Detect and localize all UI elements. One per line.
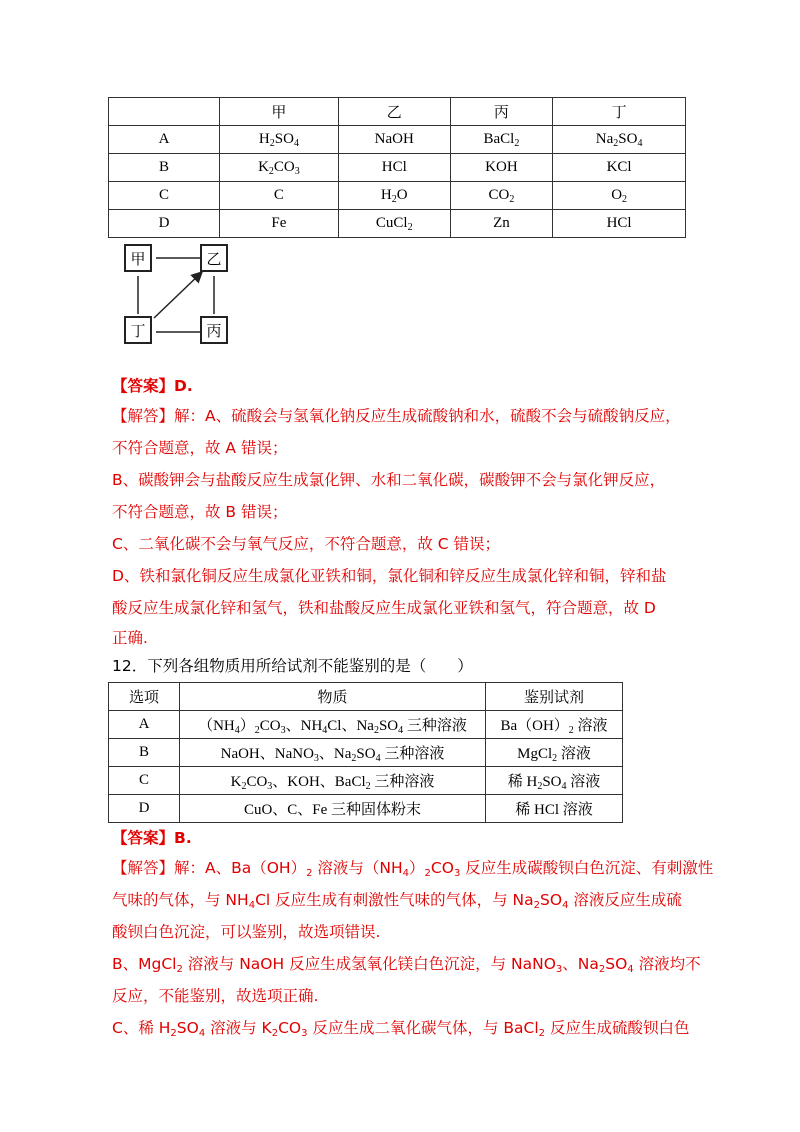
header-cell: 物质	[180, 683, 486, 711]
table-cell: $K_2CO_3$	[220, 154, 339, 182]
table-cell: NaOH、NaNO$_3$、$Na_2SO_4$ 三种溶液	[180, 739, 486, 767]
analysis-2-line: 气味的气体，与 $NH_4Cl$ 反应生成有刺激性气味的气体，与 $Na_2SO_4$ 溶液反应生成硫	[112, 891, 682, 911]
box-jia: 甲	[124, 244, 152, 272]
table-cell: Zn	[450, 210, 553, 238]
table-row	[109, 182, 686, 210]
analysis-2-line: C、稀 $H_2SO_4$ 溶液与 $K_2CO_3$ 反应生成二氧化碳气体，与 BaCl$_2$ 反应生成硫酸钡白色	[112, 1019, 690, 1039]
table-cell: A	[109, 711, 180, 739]
table-row	[109, 126, 686, 154]
table-cell: Fe	[220, 210, 339, 238]
table-header-row	[109, 98, 686, 126]
analysis-2-line: 反应，不能鉴别，故选项正确.	[112, 987, 319, 1005]
table-cell: $O_2$	[553, 182, 686, 210]
table-cell: CuO、C、Fe 三种固体粉末	[180, 795, 486, 823]
table-cell: NaOH	[338, 126, 450, 154]
arrow-ding-yi	[154, 272, 202, 318]
table-cell: $H_2O$	[338, 182, 450, 210]
header-cell: 乙	[338, 98, 450, 126]
table-cell: D	[109, 210, 220, 238]
analysis-1-line: 不符合题意，故 B 错误；	[112, 503, 288, 521]
header-cell: 丁	[553, 98, 686, 126]
table-cell: C	[220, 182, 339, 210]
reaction-diagram	[120, 240, 232, 346]
header-cell: 丙	[450, 98, 553, 126]
table-cell: $CO_2$	[450, 182, 553, 210]
analysis-1-line: C、二氧化碳不会与氧气反应，不符合题意，故 C 错误；	[112, 535, 501, 553]
analysis-2-line: B、MgCl$_2$ 溶液与 NaOH 反应生成氢氧化镁白色沉淀，与 NaNO$_3$、$Na_2SO_4$ 溶液均不	[112, 955, 701, 975]
reagent-table	[108, 97, 686, 238]
box-ding: 丁	[124, 316, 152, 344]
table-cell: KOH	[450, 154, 553, 182]
analysis-1-line: 不符合题意，故 A 错误；	[112, 439, 288, 457]
table-row	[109, 711, 623, 739]
table-cell: HCl	[553, 210, 686, 238]
identification-table	[108, 682, 623, 823]
table-cell: BaCl$_2$	[450, 126, 553, 154]
analysis-2-line: 【解答】解：A、$Ba(OH)_2$ 溶液与$(NH_4)_2CO_3$ 反应生成碳酸钡白色沉淀、有刺激性	[112, 859, 714, 879]
analysis-1-line: 【解答】解：A、硫酸会与氢氧化钠反应生成硫酸钠和水，硫酸不会与硫酸钠反应，	[112, 407, 681, 425]
table-row	[109, 767, 623, 795]
analysis-1-line: 正确.	[112, 629, 148, 647]
table-cell: $Ba(OH)_2$ 溶液	[486, 711, 623, 739]
analysis-1-line: 酸反应生成氯化锌和氢气，铁和盐酸反应生成氯化亚铁和氢气，符合题意，故 D	[112, 599, 656, 617]
table-cell: 稀 $H_2SO_4$ 溶液	[486, 767, 623, 795]
table-row	[109, 154, 686, 182]
table-cell: CuCl$_2$	[338, 210, 450, 238]
table-row	[109, 739, 623, 767]
header-cell	[109, 98, 220, 126]
table-cell: MgCl$_2$ 溶液	[486, 739, 623, 767]
question-12: 12．下列各组物质用所给试剂不能鉴别的是（ ）	[112, 657, 473, 675]
table-cell: KCl	[553, 154, 686, 182]
table-cell: D	[109, 795, 180, 823]
table-cell: A	[109, 126, 220, 154]
table-cell: B	[109, 154, 220, 182]
box-bing: 丙	[200, 316, 228, 344]
table-cell: $K_2CO_3$、KOH、BaCl$_2$ 三种溶液	[180, 767, 486, 795]
header-cell: 选项	[109, 683, 180, 711]
analysis-1-line: B、碳酸钾会与盐酸反应生成氯化钾、水和二氧化碳，碳酸钾不会与氯化钾反应，	[112, 471, 666, 489]
header-cell: 甲	[220, 98, 339, 126]
analysis-1-line: D、铁和氯化铜反应生成氯化亚铁和铜，氯化铜和锌反应生成氯化锌和铜，锌和盐	[112, 567, 667, 585]
table-cell: C	[109, 767, 180, 795]
box-yi: 乙	[200, 244, 228, 272]
table-cell: $(NH_4)_2CO_3$、$NH_4Cl$、$Na_2SO_4$ 三种溶液	[180, 711, 486, 739]
table-cell: HCl	[338, 154, 450, 182]
analysis-2-line: 酸钡白色沉淀，可以鉴别，故选项错误.	[112, 923, 381, 941]
table-cell: $Na_2SO_4$	[553, 126, 686, 154]
table-header-row	[109, 683, 623, 711]
answer-2: 【答案】B.	[112, 829, 192, 847]
answer-1: 【答案】D.	[112, 377, 193, 395]
table-cell: $H_2SO_4$	[220, 126, 339, 154]
table-row	[109, 210, 686, 238]
header-cell: 鉴别试剂	[486, 683, 623, 711]
table-cell: B	[109, 739, 180, 767]
table-cell: 稀 HCl 溶液	[486, 795, 623, 823]
table-cell: C	[109, 182, 220, 210]
table-row	[109, 795, 623, 823]
